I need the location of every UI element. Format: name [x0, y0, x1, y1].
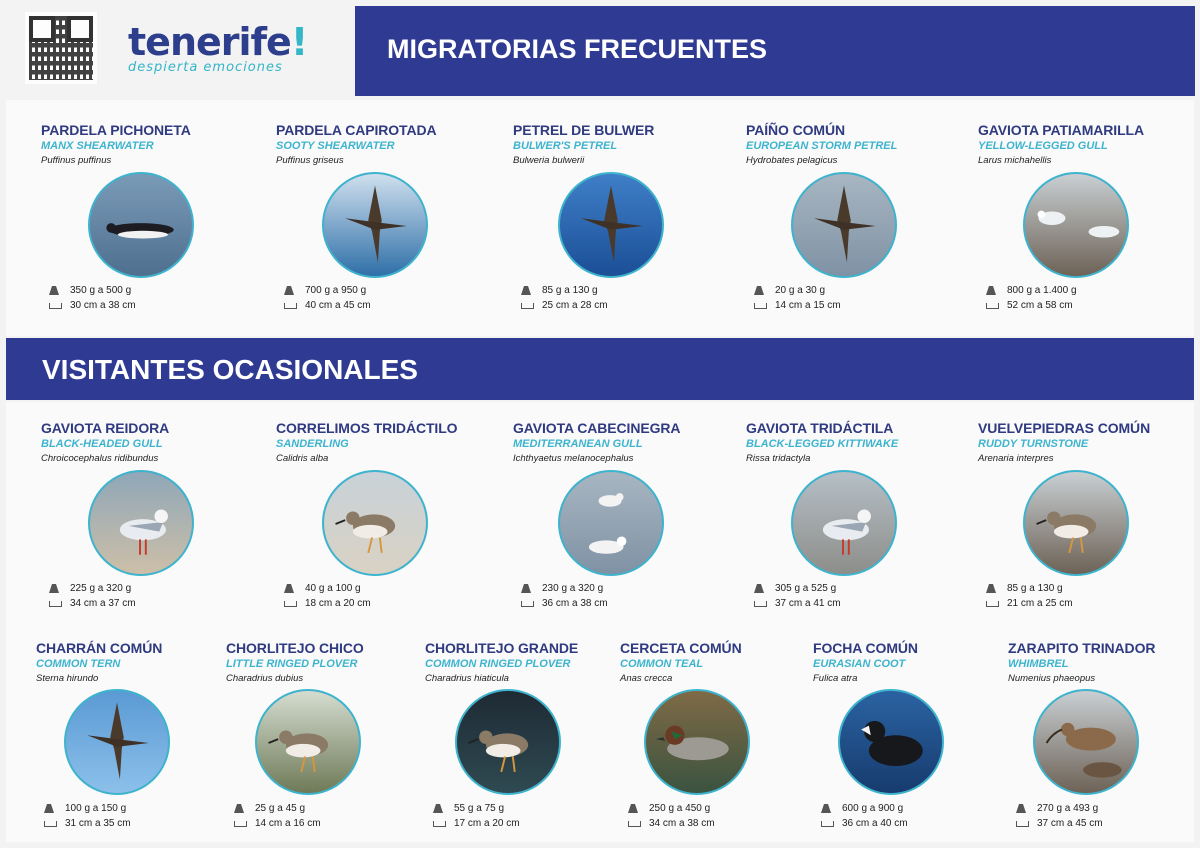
length-value: 34 cm a 38 cm — [649, 818, 715, 829]
species-name-es: PAÍÑO COMÚN — [746, 122, 845, 138]
weight-icon — [628, 804, 638, 813]
species-name-latin: Chroicocephalus ridibundus — [41, 453, 159, 464]
length-icon — [1016, 821, 1029, 827]
species-name-en: COMMON TEAL — [620, 658, 704, 670]
weight-stat — [234, 803, 305, 814]
species-name-latin: Puffinus puffinus — [41, 155, 112, 166]
species-name-latin: Ichthyaetus melanocephalus — [513, 453, 634, 464]
species-name-es: GAVIOTA REIDORA — [41, 420, 170, 436]
species-name-en: YELLOW-LEGGED GULL — [978, 140, 1108, 152]
weight-value: 250 g a 450 g — [649, 803, 711, 814]
species-name-en: RUDDY TURNSTONE — [978, 438, 1089, 450]
species-name-en: WHIMBREL — [1008, 658, 1069, 670]
species-name-es: PARDELA CAPIROTADA — [276, 122, 437, 138]
species-name-en: SOOTY SHEARWATER — [276, 140, 395, 152]
weight-stat — [986, 583, 1063, 594]
weight-value: 270 g a 493 g — [1037, 803, 1099, 814]
weight-stat — [284, 583, 361, 594]
species-name-es: CERCETA COMÚN — [620, 640, 742, 656]
weight-stat — [821, 803, 903, 814]
length-stat — [986, 598, 1073, 609]
species-name-es: CHARRÁN COMÚN — [36, 640, 163, 656]
tenerife-logo — [128, 22, 307, 75]
species-name-en: SANDERLING — [276, 438, 349, 450]
weight-stat — [49, 285, 131, 296]
brand-tagline: despierta emociones — [128, 60, 283, 75]
length-stat — [521, 300, 608, 311]
weight-value: 100 g a 150 g — [65, 803, 127, 814]
species-photo — [838, 689, 944, 795]
species-photo — [455, 689, 561, 795]
length-value: 25 cm a 28 cm — [542, 300, 608, 311]
weight-stat — [628, 803, 710, 814]
species-name-latin: Charadrius hiaticula — [425, 673, 509, 684]
length-icon — [821, 821, 834, 827]
length-value: 36 cm a 38 cm — [542, 598, 608, 609]
weight-stat — [754, 285, 825, 296]
length-value: 14 cm a 15 cm — [775, 300, 841, 311]
species-name-es: GAVIOTA CABECINEGRA — [513, 420, 681, 436]
length-stat — [49, 300, 136, 311]
species-photo — [791, 172, 897, 278]
species-name-latin: Larus michahellis — [978, 155, 1052, 166]
weight-icon — [821, 804, 831, 813]
weight-value: 600 g a 900 g — [842, 803, 904, 814]
weight-value: 85 g a 130 g — [542, 285, 598, 296]
weight-value: 800 g a 1.400 g — [1007, 285, 1077, 296]
weight-stat — [986, 285, 1077, 296]
species-name-en: EURASIAN COOT — [813, 658, 906, 670]
length-stat — [986, 300, 1073, 311]
weight-value: 25 g a 45 g — [255, 803, 306, 814]
section-title: VISITANTES OCASIONALES — [42, 354, 418, 385]
species-name-es: PARDELA PICHONETA — [41, 122, 191, 138]
species-name-latin: Puffinus griseus — [276, 155, 344, 166]
length-icon — [284, 601, 297, 607]
weight-icon — [521, 286, 531, 295]
weight-value: 230 g a 320 g — [542, 583, 604, 594]
weight-stat — [521, 583, 603, 594]
length-value: 52 cm a 58 cm — [1007, 300, 1073, 311]
species-name-en: BLACK-HEADED GULL — [41, 438, 163, 450]
length-stat — [821, 818, 908, 829]
weight-stat — [49, 583, 131, 594]
weight-icon — [44, 804, 54, 813]
species-photo — [322, 470, 428, 576]
weight-stat — [284, 285, 366, 296]
length-stat — [44, 818, 131, 829]
species-name-latin: Sterna hirundo — [36, 673, 99, 684]
species-name-latin: Charadrius dubius — [226, 673, 304, 684]
length-value: 14 cm a 16 cm — [255, 818, 321, 829]
length-stat — [754, 300, 841, 311]
species-name-latin: Numenius phaeopus — [1008, 673, 1096, 684]
species-name-es: VUELVEPIEDRAS COMÚN — [978, 420, 1151, 436]
length-icon — [521, 303, 534, 309]
species-name-es: FOCHA COMÚN — [813, 640, 918, 656]
weight-stat — [44, 803, 126, 814]
length-icon — [234, 821, 247, 827]
species-photo — [1023, 172, 1129, 278]
weight-icon — [49, 286, 59, 295]
weight-icon — [986, 584, 996, 593]
species-name-latin: Rissa tridactyla — [746, 453, 811, 464]
weight-icon — [521, 584, 531, 593]
length-value: 17 cm a 20 cm — [454, 818, 520, 829]
weight-icon — [284, 584, 294, 593]
section-banner-frecuentes — [355, 6, 1195, 96]
species-name-es: ZARAPITO TRINADOR — [1008, 640, 1156, 656]
length-icon — [754, 303, 767, 309]
species-photo — [88, 172, 194, 278]
species-photo — [558, 172, 664, 278]
weight-stat — [754, 583, 836, 594]
length-stat — [521, 598, 608, 609]
length-icon — [44, 821, 57, 827]
length-icon — [521, 601, 534, 607]
length-icon — [754, 601, 767, 607]
length-value: 30 cm a 38 cm — [70, 300, 136, 311]
species-photo — [791, 470, 897, 576]
length-icon — [49, 601, 62, 607]
weight-icon — [986, 286, 996, 295]
length-value: 37 cm a 41 cm — [775, 598, 841, 609]
length-stat — [284, 300, 371, 311]
length-value: 21 cm a 25 cm — [1007, 598, 1073, 609]
species-name-latin: Arenaria interpres — [978, 453, 1054, 464]
weight-value: 85 g a 130 g — [1007, 583, 1063, 594]
weight-stat — [433, 803, 504, 814]
length-stat — [1016, 818, 1103, 829]
species-name-en: BULWER'S PETREL — [513, 140, 618, 152]
species-name-es: GAVIOTA TRIDÁCTILA — [746, 420, 894, 436]
length-icon — [284, 303, 297, 309]
species-name-en: LITTLE RINGED PLOVER — [226, 658, 358, 670]
brand-accent: ! — [290, 20, 308, 64]
weight-value: 20 g a 30 g — [775, 285, 826, 296]
length-value: 31 cm a 35 cm — [65, 818, 131, 829]
length-value: 34 cm a 37 cm — [70, 598, 136, 609]
length-stat — [234, 818, 321, 829]
section-banner-ocasionales — [6, 338, 1194, 400]
species-photo — [644, 689, 750, 795]
weight-icon — [754, 584, 764, 593]
species-name-en: MEDITERRANEAN GULL — [513, 438, 643, 450]
length-stat — [49, 598, 136, 609]
length-icon — [986, 303, 999, 309]
weight-value: 700 g a 950 g — [305, 285, 367, 296]
length-stat — [284, 598, 371, 609]
length-icon — [433, 821, 446, 827]
weight-value: 225 g a 320 g — [70, 583, 132, 594]
length-value: 37 cm a 45 cm — [1037, 818, 1103, 829]
species-photo — [1023, 470, 1129, 576]
length-icon — [986, 601, 999, 607]
species-photo — [64, 689, 170, 795]
weight-icon — [754, 286, 764, 295]
length-value: 36 cm a 40 cm — [842, 818, 908, 829]
length-stat — [433, 818, 520, 829]
species-photo — [255, 689, 361, 795]
panel-ocasionales — [6, 402, 1194, 842]
species-photo — [558, 470, 664, 576]
weight-icon — [49, 584, 59, 593]
species-name-en: EUROPEAN STORM PETREL — [746, 140, 898, 152]
qr-code-icon — [25, 12, 97, 84]
species-name-es: CHORLITEJO GRANDE — [425, 640, 579, 656]
species-name-en: COMMON RINGED PLOVER — [425, 658, 571, 670]
weight-icon — [433, 804, 443, 813]
weight-icon — [1016, 804, 1026, 813]
species-name-es: PETREL DE BULWER — [513, 122, 655, 138]
species-name-en: COMMON TERN — [36, 658, 121, 670]
species-name-en: MANX SHEARWATER — [41, 140, 154, 152]
species-name-en: BLACK-LEGGED KITTIWAKE — [746, 438, 899, 450]
length-stat — [628, 818, 715, 829]
length-icon — [628, 821, 641, 827]
section-title: MIGRATORIAS FRECUENTES — [387, 34, 768, 64]
species-name-es: CHORLITEJO CHICO — [226, 640, 364, 656]
weight-stat — [521, 285, 598, 296]
weight-value: 350 g a 500 g — [70, 285, 132, 296]
weight-value: 40 g a 100 g — [305, 583, 361, 594]
species-photo — [1033, 689, 1139, 795]
weight-stat — [1016, 803, 1098, 814]
species-name-latin: Hydrobates pelagicus — [746, 155, 838, 166]
species-name-latin: Calidris alba — [276, 453, 329, 464]
length-value: 40 cm a 45 cm — [305, 300, 371, 311]
species-photo — [322, 172, 428, 278]
length-value: 18 cm a 20 cm — [305, 598, 371, 609]
weight-value: 55 g a 75 g — [454, 803, 505, 814]
species-name-latin: Bulweria bulwerii — [513, 155, 585, 166]
species-name-latin: Anas crecca — [620, 673, 673, 684]
length-stat — [754, 598, 841, 609]
species-photo — [88, 470, 194, 576]
species-name-es: CORRELIMOS TRIDÁCTILO — [276, 420, 458, 436]
species-name-latin: Fulica atra — [813, 673, 858, 684]
weight-icon — [234, 804, 244, 813]
brand-name: tenerife — [128, 20, 291, 64]
weight-icon — [284, 286, 294, 295]
length-icon — [49, 303, 62, 309]
weight-value: 305 g a 525 g — [775, 583, 837, 594]
species-name-es: GAVIOTA PATIAMARILLA — [978, 122, 1144, 138]
